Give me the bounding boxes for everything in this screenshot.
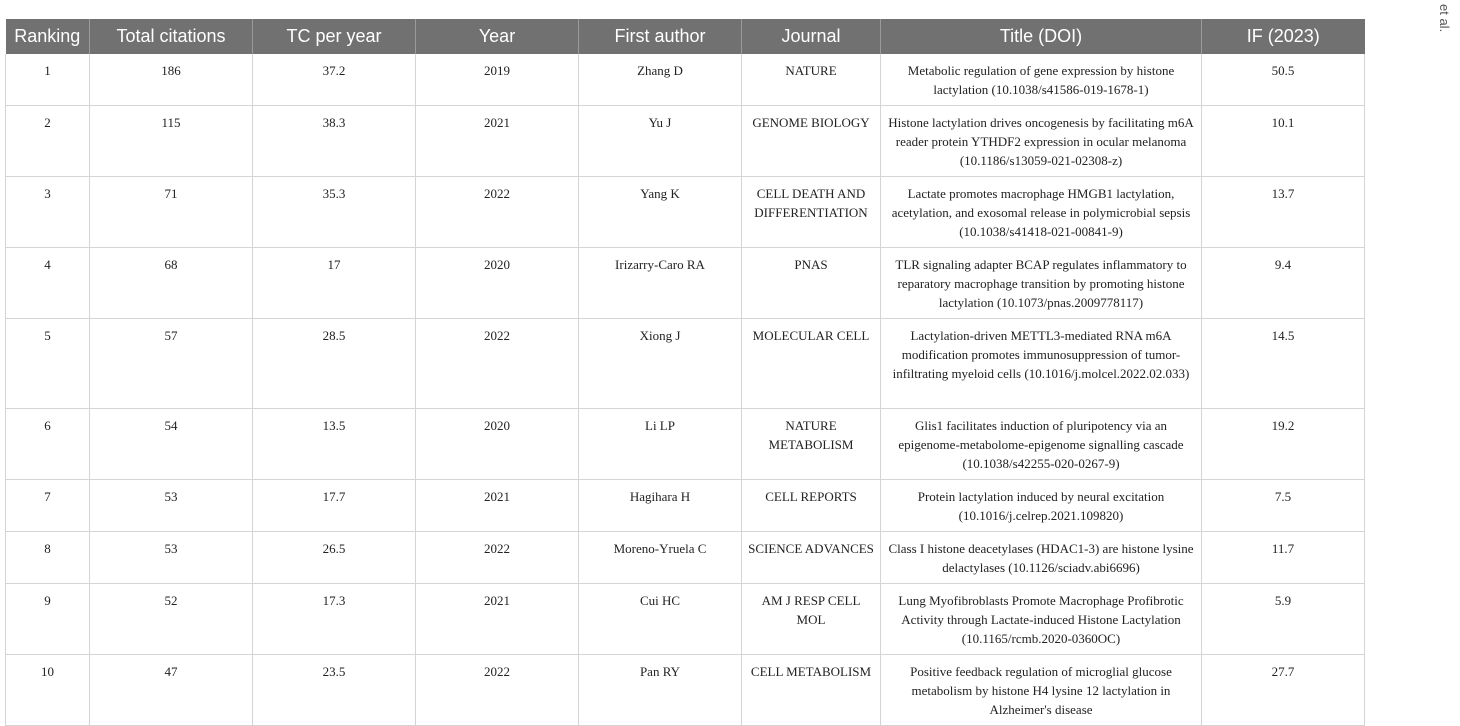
cell-impact-factor: 10.1 bbox=[1202, 106, 1365, 177]
cell-ranking: 6 bbox=[6, 409, 90, 480]
cell-year: 2022 bbox=[416, 532, 579, 584]
cell-title-doi: Lactate promotes macrophage HMGB1 lactylation, acetylation, and exosomal release in polymicrobial sepsis (10.1038/s41418-021-00841-9) bbox=[881, 177, 1202, 248]
cell-year: 2021 bbox=[416, 480, 579, 532]
cell-total-citations: 52 bbox=[90, 584, 253, 655]
side-running-head: et al. bbox=[1437, 4, 1452, 33]
cell-tc-per-year: 28.5 bbox=[253, 319, 416, 409]
cell-total-citations: 57 bbox=[90, 319, 253, 409]
cell-total-citations: 68 bbox=[90, 248, 253, 319]
table-row bbox=[6, 409, 1365, 480]
cell-journal: CELL METABOLISM bbox=[742, 655, 881, 726]
cell-year: 2021 bbox=[416, 584, 579, 655]
cell-first-author: Xiong J bbox=[579, 319, 742, 409]
cell-impact-factor: 7.5 bbox=[1202, 480, 1365, 532]
cell-ranking: 8 bbox=[6, 532, 90, 584]
cell-ranking: 4 bbox=[6, 248, 90, 319]
cell-impact-factor: 27.7 bbox=[1202, 655, 1365, 726]
cell-title-doi: TLR signaling adapter BCAP regulates inflammatory to reparatory macrophage transition by promoting histone lactylation (10.1073/pnas.2009778117) bbox=[881, 248, 1202, 319]
cell-first-author: Zhang D bbox=[579, 54, 742, 106]
cell-title-doi: Protein lactylation induced by neural excitation (10.1016/j.celrep.2021.109820) bbox=[881, 480, 1202, 532]
table-row bbox=[6, 532, 1365, 584]
cell-tc-per-year: 17.7 bbox=[253, 480, 416, 532]
cell-year: 2022 bbox=[416, 319, 579, 409]
cell-tc-per-year: 38.3 bbox=[253, 106, 416, 177]
cell-tc-per-year: 35.3 bbox=[253, 177, 416, 248]
cell-total-citations: 115 bbox=[90, 106, 253, 177]
cell-ranking: 3 bbox=[6, 177, 90, 248]
cell-first-author: Li LP bbox=[579, 409, 742, 480]
cell-tc-per-year: 26.5 bbox=[253, 532, 416, 584]
cell-journal: NATURE bbox=[742, 54, 881, 106]
cell-journal: AM J RESP CELL MOL bbox=[742, 584, 881, 655]
cell-first-author: Yu J bbox=[579, 106, 742, 177]
cell-title-doi: Lung Myofibroblasts Promote Macrophage Profibrotic Activity through Lactate-induced Histone Lactylation (10.1165/rcmb.2020-0360OC) bbox=[881, 584, 1202, 655]
cell-year: 2020 bbox=[416, 409, 579, 480]
cell-title-doi: Histone lactylation drives oncogenesis by facilitating m6A reader protein YTHDF2 expression in ocular melanoma (10.1186/s13059-021-02308-z) bbox=[881, 106, 1202, 177]
header-total-citations: Total citations bbox=[90, 19, 253, 54]
cell-impact-factor: 14.5 bbox=[1202, 319, 1365, 409]
cell-year: 2020 bbox=[416, 248, 579, 319]
table-row bbox=[6, 54, 1365, 106]
cell-tc-per-year: 23.5 bbox=[253, 655, 416, 726]
cell-first-author: Hagihara H bbox=[579, 480, 742, 532]
cell-tc-per-year: 17.3 bbox=[253, 584, 416, 655]
cell-impact-factor: 13.7 bbox=[1202, 177, 1365, 248]
cell-tc-per-year: 13.5 bbox=[253, 409, 416, 480]
table-row bbox=[6, 480, 1365, 532]
header-first-author: First author bbox=[579, 19, 742, 54]
table-row bbox=[6, 248, 1365, 319]
header-journal: Journal bbox=[742, 19, 881, 54]
cell-ranking: 1 bbox=[6, 54, 90, 106]
cell-year: 2019 bbox=[416, 54, 579, 106]
cell-impact-factor: 5.9 bbox=[1202, 584, 1365, 655]
cell-first-author: Moreno-Yruela C bbox=[579, 532, 742, 584]
header-row bbox=[6, 19, 1365, 54]
citation-table bbox=[5, 19, 1365, 726]
cell-journal: GENOME BIOLOGY bbox=[742, 106, 881, 177]
table-row bbox=[6, 319, 1365, 409]
table-row bbox=[6, 177, 1365, 248]
cell-first-author: Cui HC bbox=[579, 584, 742, 655]
header-ranking: Ranking bbox=[6, 19, 90, 54]
cell-journal: CELL DEATH AND DIFFERENTIATION bbox=[742, 177, 881, 248]
header-tc-per-year: TC per year bbox=[253, 19, 416, 54]
header-title-doi: Title (DOI) bbox=[881, 19, 1202, 54]
cell-ranking: 9 bbox=[6, 584, 90, 655]
cell-tc-per-year: 37.2 bbox=[253, 54, 416, 106]
cell-year: 2021 bbox=[416, 106, 579, 177]
cell-title-doi: Lactylation-driven METTL3-mediated RNA m6A modification promotes immunosuppression of tumor-infiltrating myeloid cells (10.1016/j.molcel.2022.02.033) bbox=[881, 319, 1202, 409]
cell-total-citations: 186 bbox=[90, 54, 253, 106]
cell-total-citations: 53 bbox=[90, 532, 253, 584]
cell-first-author: Irizarry-Caro RA bbox=[579, 248, 742, 319]
cell-ranking: 5 bbox=[6, 319, 90, 409]
cell-first-author: Yang K bbox=[579, 177, 742, 248]
cell-total-citations: 54 bbox=[90, 409, 253, 480]
cell-journal: PNAS bbox=[742, 248, 881, 319]
cell-tc-per-year: 17 bbox=[253, 248, 416, 319]
cell-journal: MOLECULAR CELL bbox=[742, 319, 881, 409]
header-year: Year bbox=[416, 19, 579, 54]
cell-first-author: Pan RY bbox=[579, 655, 742, 726]
cell-title-doi: Glis1 facilitates induction of pluripotency via an epigenome-metabolome-epigenome signalling cascade (10.1038/s42255-020-0267-9) bbox=[881, 409, 1202, 480]
header-impact-factor: IF (2023) bbox=[1202, 19, 1365, 54]
citation-table-container bbox=[5, 19, 1364, 726]
cell-impact-factor: 9.4 bbox=[1202, 248, 1365, 319]
table-row bbox=[6, 106, 1365, 177]
cell-ranking: 2 bbox=[6, 106, 90, 177]
cell-total-citations: 47 bbox=[90, 655, 253, 726]
cell-ranking: 7 bbox=[6, 480, 90, 532]
cell-year: 2022 bbox=[416, 177, 579, 248]
cell-impact-factor: 11.7 bbox=[1202, 532, 1365, 584]
cell-impact-factor: 19.2 bbox=[1202, 409, 1365, 480]
cell-total-citations: 71 bbox=[90, 177, 253, 248]
cell-title-doi: Positive feedback regulation of microglial glucose metabolism by histone H4 lysine 12 lactylation in Alzheimer's disease bbox=[881, 655, 1202, 726]
cell-title-doi: Metabolic regulation of gene expression by histone lactylation (10.1038/s41586-019-1678-1) bbox=[881, 54, 1202, 106]
cell-title-doi: Class I histone deacetylases (HDAC1-3) are histone lysine delactylases (10.1126/sciadv.abi6696) bbox=[881, 532, 1202, 584]
cell-journal: CELL REPORTS bbox=[742, 480, 881, 532]
table-row bbox=[6, 655, 1365, 726]
cell-journal: SCIENCE ADVANCES bbox=[742, 532, 881, 584]
cell-year: 2022 bbox=[416, 655, 579, 726]
cell-total-citations: 53 bbox=[90, 480, 253, 532]
cell-journal: NATURE METABOLISM bbox=[742, 409, 881, 480]
cell-ranking: 10 bbox=[6, 655, 90, 726]
cell-impact-factor: 50.5 bbox=[1202, 54, 1365, 106]
table-row bbox=[6, 584, 1365, 655]
